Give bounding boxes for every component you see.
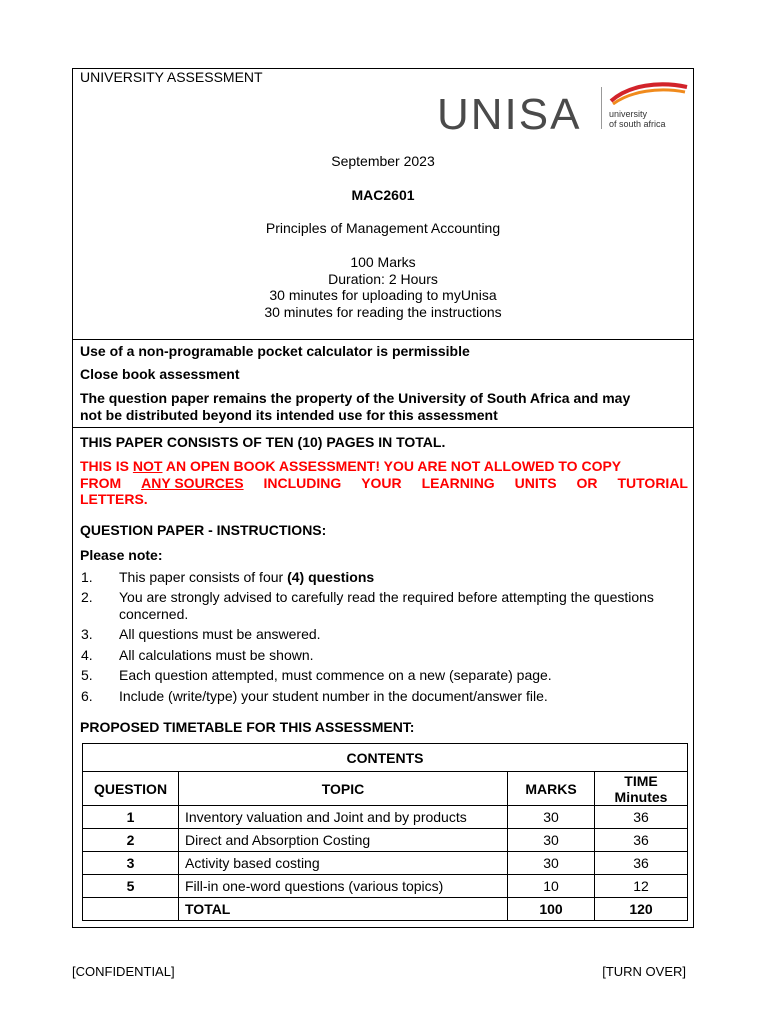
cell-topic: Fill-in one-word questions (various topics) bbox=[179, 875, 508, 898]
cell-topic: Activity based costing bbox=[179, 852, 508, 875]
warning-your: YOUR bbox=[361, 475, 402, 491]
timetable-header-row bbox=[83, 772, 688, 806]
timetable-caption-row bbox=[83, 744, 688, 772]
header-section bbox=[73, 69, 693, 340]
cell-marks: 10 bbox=[508, 875, 595, 898]
warning-text-a: THIS IS bbox=[80, 458, 133, 474]
cell-question: 3 bbox=[83, 852, 179, 875]
instruction-text-plain: This paper consists of four bbox=[119, 569, 288, 585]
footer-turn-over: [TURN OVER] bbox=[602, 964, 686, 979]
warning-line1 bbox=[80, 458, 621, 474]
instruction-number: 6. bbox=[81, 688, 93, 704]
logo-subtext-1: university bbox=[609, 109, 648, 119]
timetable bbox=[82, 743, 688, 921]
cell-marks: 30 bbox=[508, 852, 595, 875]
instruction-text: All questions must be answered. bbox=[119, 626, 321, 642]
please-note: Please note: bbox=[80, 547, 163, 563]
warning-learning: LEARNING bbox=[421, 475, 495, 491]
upload-time: 30 minutes for uploading to myUnisa bbox=[269, 287, 497, 303]
warning-units: UNITS bbox=[514, 475, 557, 491]
total-empty-cell bbox=[83, 898, 179, 921]
cell-topic: Inventory valuation and Joint and by products bbox=[179, 806, 508, 829]
instructions-section bbox=[73, 427, 693, 927]
calculator-rule: Use of a non-programable pocket calculator is permissible bbox=[80, 343, 470, 359]
instruction-number: 2. bbox=[81, 589, 93, 605]
total-marks-cell: 100 bbox=[508, 898, 595, 921]
cell-marks: 30 bbox=[508, 829, 595, 852]
cell-time: 36 bbox=[595, 806, 688, 829]
closed-book-rule: Close book assessment bbox=[80, 366, 240, 382]
warning-text-b: AN OPEN BOOK ASSESSMENT! YOU ARE NOT ALLOWED TO COPY bbox=[162, 458, 622, 474]
cell-question: 1 bbox=[83, 806, 179, 829]
cell-time: 36 bbox=[595, 852, 688, 875]
unisa-logo bbox=[437, 79, 693, 139]
instruction-number: 1. bbox=[81, 569, 93, 585]
logo-swoosh-icon bbox=[609, 79, 689, 105]
instructions-title: QUESTION PAPER - INSTRUCTIONS: bbox=[80, 522, 327, 538]
logo-divider bbox=[601, 87, 602, 129]
property-rule-line2: not be distributed beyond its intended use for this assessment bbox=[80, 407, 498, 423]
timetable-title: PROPOSED TIMETABLE FOR THIS ASSESSMENT: bbox=[80, 719, 415, 735]
rules-section bbox=[73, 339, 693, 428]
cell-question: 5 bbox=[83, 875, 179, 898]
header-topic: TOPIC bbox=[179, 772, 508, 806]
timetable-caption: CONTENTS bbox=[83, 744, 688, 772]
instruction-text bbox=[119, 569, 679, 586]
logo-subtext-2: of south africa bbox=[609, 119, 666, 129]
header-marks: MARKS bbox=[508, 772, 595, 806]
header-time-line2: Minutes bbox=[614, 788, 668, 805]
exam-date: September 2023 bbox=[331, 153, 435, 169]
assessment-cover-frame bbox=[72, 68, 694, 928]
property-rule-line1: The question paper remains the property of the University of South Africa and may bbox=[80, 390, 631, 406]
instruction-number: 4. bbox=[81, 647, 93, 663]
total-label: TOTAL bbox=[179, 898, 508, 921]
reading-time: 30 minutes for reading the instructions bbox=[264, 304, 502, 320]
total-marks: 100 Marks bbox=[350, 254, 416, 270]
warning-tutorial: TUTORIAL bbox=[617, 475, 688, 491]
cell-time: 36 bbox=[595, 829, 688, 852]
cell-topic: Direct and Absorption Costing bbox=[179, 829, 508, 852]
warning-any-sources: ANY SOURCES bbox=[141, 475, 244, 491]
header-time-line1: TIME bbox=[624, 772, 658, 789]
table-row bbox=[83, 852, 688, 875]
header-question: QUESTION bbox=[83, 772, 179, 806]
header-time bbox=[595, 772, 688, 806]
assessment-label: UNIVERSITY ASSESSMENT bbox=[80, 69, 263, 85]
instruction-number: 5. bbox=[81, 667, 93, 683]
cell-question: 2 bbox=[83, 829, 179, 852]
cell-marks: 30 bbox=[508, 806, 595, 829]
table-row bbox=[83, 806, 688, 829]
instruction-text: Include (write/type) your student number in the document/answer file. bbox=[119, 688, 548, 704]
footer-confidential: [CONFIDENTIAL] bbox=[72, 964, 175, 979]
cell-time: 12 bbox=[595, 875, 688, 898]
instruction-text: Each question attempted, must commence on a new (separate) page. bbox=[119, 667, 552, 683]
total-time-cell: 120 bbox=[595, 898, 688, 921]
warning-line2 bbox=[80, 475, 688, 491]
table-row bbox=[83, 829, 688, 852]
page-count-notice: THIS PAPER CONSISTS OF TEN (10) PAGES IN TOTAL. bbox=[80, 434, 446, 450]
duration: Duration: 2 Hours bbox=[328, 271, 438, 287]
instruction-text: All calculations must be shown. bbox=[119, 647, 314, 663]
warning-from: FROM bbox=[80, 475, 122, 491]
warning-line3: LETTERS. bbox=[80, 491, 148, 507]
warning-including: INCLUDING bbox=[263, 475, 342, 491]
warning-not: NOT bbox=[132, 458, 163, 474]
instruction-text: You are strongly advised to carefully read the required before attempting the questions concerned. bbox=[119, 589, 654, 622]
instruction-number: 3. bbox=[81, 626, 93, 642]
warning-or: OR bbox=[576, 475, 598, 491]
module-code: MAC2601 bbox=[351, 187, 415, 203]
timetable-total-row bbox=[83, 898, 688, 921]
instruction-text-bold: (4) questions bbox=[287, 569, 375, 585]
module-name: Principles of Management Accounting bbox=[265, 220, 501, 236]
logo-text: UNISA bbox=[437, 90, 582, 139]
table-row bbox=[83, 875, 688, 898]
